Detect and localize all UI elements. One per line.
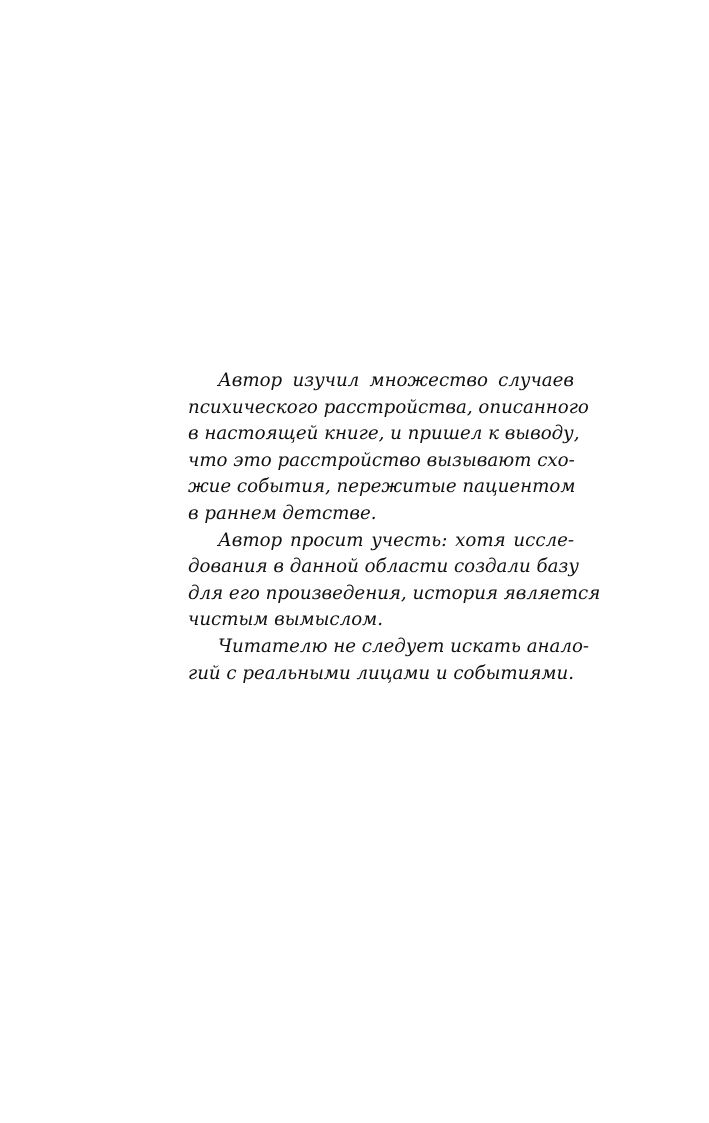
paragraph-2 [188,528,601,634]
text-line: для его произведения, история является [188,582,601,604]
text-line: что это расстройство вызывают схо- [188,449,575,471]
text-line: Читателю не следует искать анало- [218,635,590,657]
text-line: жие события, пережитые пациентом [188,476,576,498]
text-line: Автор изучил множество случаев [218,370,574,391]
disclaimer-text [188,368,601,687]
text-line: гий с реальными лицами и событиями. [188,662,574,684]
text-line: психического расстройства, описанного [188,396,589,418]
text-line: в раннем детстве. [188,502,377,524]
paragraph-3 [188,634,590,687]
text-line: чистым вымыслом. [188,609,384,631]
paragraph-1 [188,368,589,528]
text-line: в настоящей книге, и пришел к выводу, [188,423,580,445]
text-line: дования в данной области создали базу [188,556,579,578]
text-line: Автор просит учесть: хотя иссле- [218,529,574,551]
